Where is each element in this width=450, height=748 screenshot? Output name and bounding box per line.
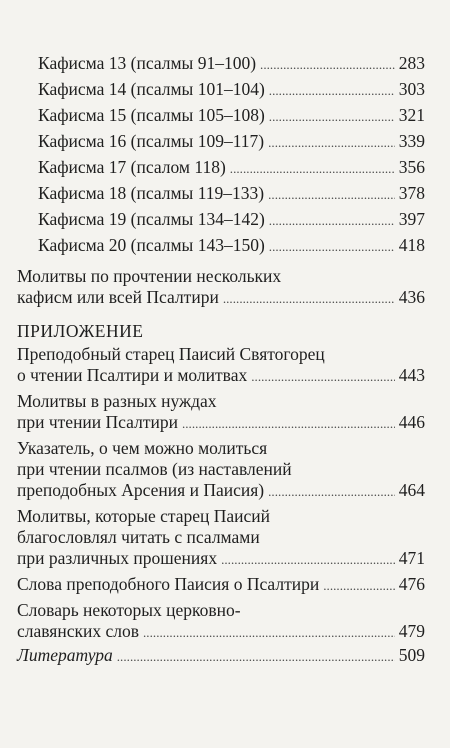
toc-entry-glossary[interactable] [17,621,425,641]
toc-entry-kathisma-13[interactable] [38,53,425,73]
toc-entry-page: 378 [398,183,425,203]
toc-entry-kathisma-14[interactable] [38,79,425,99]
dot-leader [223,287,395,307]
toc-entry-page: 471 [398,548,425,568]
toc-entry-prayers-after-line1: Молитвы по прочтении нескольких [17,266,282,286]
toc-entry-label: Кафисма 15 (псалмы 105–108) [38,105,265,125]
toc-entry-page: 464 [398,480,425,500]
toc-entry-label: Кафисма 19 (псалмы 134–142) [38,209,265,229]
dot-leader [221,548,395,568]
toc-entry-label: Кафисма 16 (псалмы 109–117) [38,131,265,151]
toc-entry-kathisma-20[interactable] [38,235,425,255]
toc-entry-label: славянских слов [17,621,139,641]
toc-entry-page: 436 [398,287,425,307]
toc-entry-page: 476 [398,574,425,594]
toc-entry-label: при различных прошениях [17,548,218,568]
toc-entry-blessed-prayers[interactable] [17,548,425,568]
toc-entry-kathisma-15[interactable] [38,105,425,125]
toc-entry-label: кафисм или всей Псалтири [17,287,219,307]
toc-entry-kathisma-16[interactable] [38,131,425,151]
toc-entry-paisios-line1: Преподобный старец Паисий Святогорец [17,344,325,364]
toc-entry-page: 283 [398,53,425,73]
toc-entry-prayers-needs[interactable] [17,412,425,432]
toc-entry-blessed-prayers-line2: благословлял читать с псалмами [17,527,260,547]
toc-entry-label: Кафисма 17 (псалом 118) [38,157,226,177]
dot-leader [268,131,395,151]
dot-leader [117,645,395,665]
toc-entry-paisios-psalter[interactable] [17,365,425,385]
toc-entry-label: Кафисма 13 (псалмы 91–100) [38,53,257,73]
toc-entry-page: 321 [398,105,425,125]
toc-entry-page: 418 [398,235,425,255]
toc-entry-index-line1: Указатель, о чем можно молиться [17,438,268,458]
toc-entry-page: 356 [398,157,425,177]
toc-entry-page: 443 [398,365,425,385]
toc-entry-label: Кафисма 18 (псалмы 119–133) [38,183,265,203]
dot-leader [268,480,395,500]
dot-leader [269,79,395,99]
dot-leader [269,235,395,255]
toc-entry-kathisma-17[interactable] [38,157,425,177]
toc-entry-prayers-needs-line1: Молитвы в разных нуждах [17,391,217,411]
dot-leader [230,157,395,177]
dot-leader [260,53,395,73]
dot-leader [269,105,395,125]
toc-entry-prayers-after[interactable] [17,287,425,307]
toc-entry-kathisma-19[interactable] [38,209,425,229]
toc-entry-label: Слова преподобного Паисия о Псалтири [17,574,320,594]
toc-entry-kathisma-18[interactable] [38,183,425,203]
toc-entry-page: 479 [398,621,425,641]
toc-entry-page: 303 [398,79,425,99]
dot-leader [269,209,395,229]
appendix-heading: ПРИЛОЖЕНИЕ [17,321,144,341]
toc-entry-index[interactable] [17,480,425,500]
dot-leader [251,365,395,385]
toc-entry-label: Кафисма 20 (псалмы 143–150) [38,235,265,255]
dot-leader [182,412,395,432]
dot-leader [143,621,395,641]
toc-entry-label: при чтении Псалтири [17,412,178,432]
toc-entry-literature[interactable] [17,645,425,665]
toc-entry-blessed-prayers-line1: Молитвы, которые старец Паисий [17,506,271,526]
dot-leader [323,574,395,594]
toc-entry-label: Кафисма 14 (псалмы 101–104) [38,79,265,99]
toc-entry-page: 509 [398,645,425,665]
dot-leader [268,183,395,203]
toc-entry-label: Литература [17,645,113,665]
toc-entry-index-line2: при чтении псалмов (из наставлений [17,459,292,479]
toc-entry-paisios-words[interactable] [17,574,425,594]
toc-entry-page: 339 [398,131,425,151]
toc-entry-page: 446 [398,412,425,432]
toc-entry-page: 397 [398,209,425,229]
toc-entry-label: о чтении Псалтири и молитвах [17,365,248,385]
toc-entry-label: преподобных Арсения и Паисия) [17,480,265,500]
toc-entry-glossary-line1: Словарь некоторых церковно- [17,600,241,620]
